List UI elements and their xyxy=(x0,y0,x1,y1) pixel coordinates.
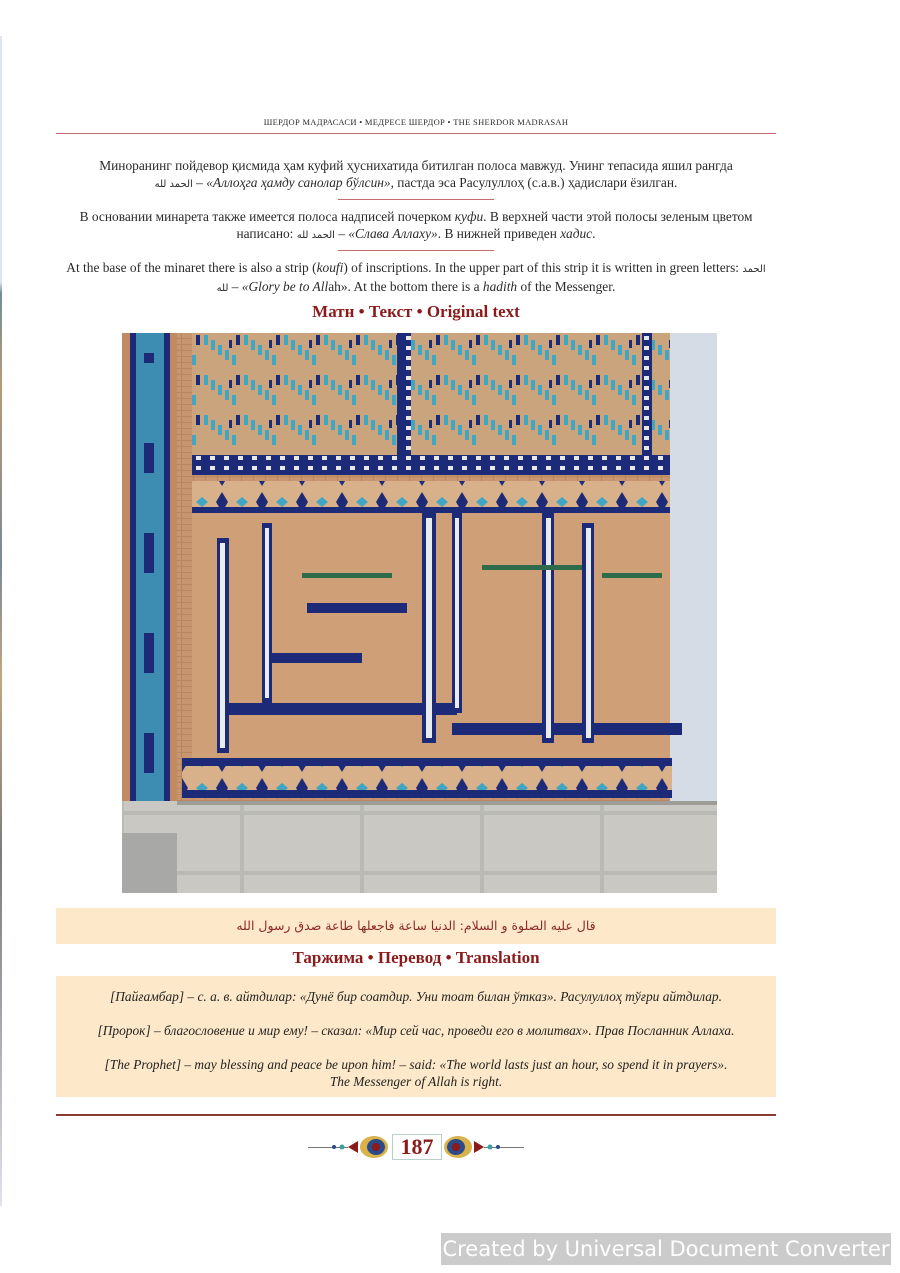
floral-ornament-left-icon xyxy=(328,1135,390,1159)
uzbek-line1: Миноранинг пойдевор қисмида ҳам куфий ҳуснихатида битилган полоса мавжуд. Унинг тепасида яшил рангда xyxy=(99,158,733,173)
uzbek-quote: «Аллоҳга ҳамду санолар бўлсин» xyxy=(206,175,391,190)
translation-russian: [Пророк] – благословение и мир ему! – сказал: «Мир сей час, проведи его в молитвах». Прав Посланник Аллаха. xyxy=(97,1023,735,1038)
russian-hadis: хадис xyxy=(560,226,593,241)
translation-band xyxy=(56,976,776,1097)
paragraph-russian xyxy=(60,208,772,244)
english-quote: «Glory be to All xyxy=(241,279,329,294)
russian-part3: . В нижней приведен xyxy=(437,226,561,241)
running-head: ШЕРДОР МАДРАСАСИ • МЕДРЕСЕ ШЕРДОР • THE SHERDOR MADRASAH xyxy=(263,117,569,127)
translation-english-line2: The Messenger of Allah is right. xyxy=(329,1074,503,1089)
minaret-photo xyxy=(122,333,717,893)
section-title-translation: Таржима • Перевод • Translation xyxy=(292,948,540,967)
russian-kufi: куфи xyxy=(454,209,484,224)
paragraph-separator xyxy=(338,250,494,251)
english-quote-end: ah» xyxy=(328,279,348,294)
english-end: of the Messenger. xyxy=(517,279,616,294)
uzbek-rest: , пастда эса Расулуллоҳ (с.а.в.) ҳадислари ёзилган. xyxy=(390,175,678,190)
arabic-alhamdulillah: الحمد لله xyxy=(216,264,766,294)
dash: – xyxy=(334,226,349,241)
dash: – xyxy=(228,279,242,294)
english-part3: . At the bottom there is a xyxy=(347,279,483,294)
translation-english xyxy=(56,1056,776,1090)
english-koufi: koufi xyxy=(316,260,344,275)
english-hadith: hadith xyxy=(482,279,518,294)
english-part1: At the base of the minaret there is also a strip ( xyxy=(66,260,317,275)
russian-end: . xyxy=(592,226,596,241)
original-arabic-text: قال عليه الصلوة و السلام: الدنيا ساعة فاجعلها طاعة صدق رسول الله xyxy=(236,918,596,933)
page-number-ornament xyxy=(308,1132,524,1162)
arabic-alhamdulillah: الحمد لله xyxy=(296,230,335,241)
section-title-original: Матн • Текст • Original text xyxy=(312,302,520,321)
floral-ornament-right-icon xyxy=(442,1135,504,1159)
translation-uzbek: [Пайғамбар] – с. а. в. айтдилар: «Дунё бир соатдир. Уни тоат билан ўтказ». Расулуллоҳ тўғри айтдилар. xyxy=(110,989,722,1004)
adjacent-page-edge xyxy=(0,36,2,1206)
translation-english-line1: [The Prophet] – may blessing and peace be upon him! – said: «The world lasts just an hour, so spend it in prayers». xyxy=(104,1057,728,1072)
paragraph-uzbek xyxy=(60,157,772,193)
russian-part1: В основании минарета также имеется полоса надписей почерком xyxy=(79,209,455,224)
minaret-photo-illustration xyxy=(122,333,717,893)
page-number: 187 xyxy=(392,1134,442,1160)
paragraph-english xyxy=(60,259,772,297)
original-text-band xyxy=(56,908,776,944)
dash: – xyxy=(192,175,207,190)
arabic-alhamdulillah: الحمد لله xyxy=(154,179,193,190)
paragraph-separator xyxy=(338,199,494,200)
russian-quote: «Слава Аллаху» xyxy=(348,226,438,241)
russian-part2: . В верхней части этой полосы зеленым цветом написано: xyxy=(236,209,753,241)
english-part2: ) of inscriptions. In the upper part of this strip it is written in green letters: xyxy=(343,260,743,275)
header-rule xyxy=(56,133,776,134)
converter-watermark: Created by Universal Document Converter xyxy=(441,1233,891,1265)
footer-rule xyxy=(56,1114,776,1116)
